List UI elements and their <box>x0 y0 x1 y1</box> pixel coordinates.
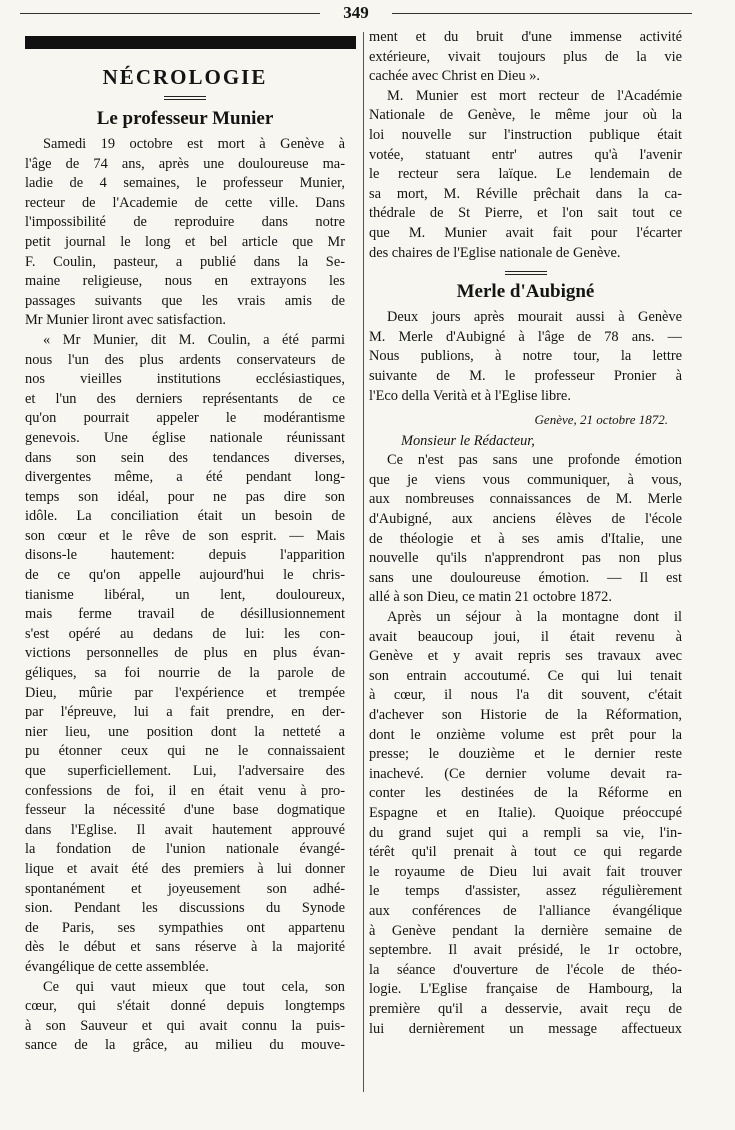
text-line: avait beaucoup joui, il était revenu à <box>369 628 682 645</box>
text-line: de ce qu'on appelle aujourd'hui le chris- <box>25 567 345 584</box>
text-line: nos vieilles institutions ecclésiastiques, <box>25 371 345 388</box>
text-line: suivante de M. le professeur Pronier à <box>369 367 682 384</box>
text-line: aux conférences de l'alliance évangélique <box>369 902 682 919</box>
letter-paragraph-1 <box>369 451 682 608</box>
text-line: F. Coulin, pasteur, a publié dans la Se- <box>25 253 345 270</box>
text-line: lique et avait été des premiers à lui donner <box>25 860 345 877</box>
text-line: divergentes même, a été pendant long- <box>25 469 345 486</box>
text-line: aux nombreuses connaissances de M. Merle <box>369 491 682 508</box>
page-number: 349 <box>343 3 369 22</box>
text-line: Nationale de Genève, le même jour où la <box>369 107 682 124</box>
text-line: recteur de l'Academie de cette ville. Dans <box>25 194 345 211</box>
text-line: thédrale de St Pierre, et l'on sait tout ce <box>369 205 682 222</box>
text-line: géliques, sa foi nourrie de la parole de <box>25 665 345 682</box>
text-line: Nous publions, à notre tour, la lettre <box>369 348 682 365</box>
text-line: que M. Munier avait fait pour l'écarter <box>369 224 682 241</box>
text-line: dont le onzième volume est prêt pour la <box>369 726 682 743</box>
article-title-merle: Merle d'Aubigné <box>456 281 595 303</box>
text-line: Espagne et en Italie). Quoique préoccupé <box>369 804 682 821</box>
text-line: presse; le douzième et le dernier reste <box>369 746 682 763</box>
text-line: Deux jours après mourait aussi à Genève <box>387 309 682 326</box>
text-line: première qu'il a desservie, avait reçu de <box>369 1000 682 1017</box>
text-line: confessions de foi, il en était venu à pro- <box>25 782 345 799</box>
text-line: à son Sauveur et qui avait connu la puis- <box>25 1017 345 1034</box>
text-line: Après un séjour à la montagne dont il <box>387 609 682 626</box>
text-line: tianisme libéral, un lent, douloureux, <box>25 586 345 603</box>
text-line: à cœur, il nous l'a dit souvent, c'était <box>369 687 682 704</box>
text-line: mais ferme travail de désillusionnement <box>25 606 345 623</box>
text-line: loi nouvelle sur l'instruction publique était <box>369 126 682 143</box>
letter-dateline: Genève, 21 octobre 1872. <box>534 412 668 428</box>
page-header <box>20 2 692 24</box>
article-body-munier <box>25 135 345 1056</box>
text-line: d'Aubigné, aux anciens élèves de l'école <box>369 511 682 528</box>
text-line: cœur, qui s'était donné depuis longtemps <box>25 998 345 1015</box>
text-line: et l'un des derniers représentants de ce <box>25 390 345 407</box>
column-top-bar <box>25 36 356 49</box>
paragraph <box>25 978 345 1056</box>
text-line: du grand sujet qui a rempli sa vie, l'in- <box>369 824 682 841</box>
article-paragraph-rector <box>369 87 682 263</box>
text-line: extérieure, vivait toujours plus de la vie <box>369 48 682 65</box>
text-line: inachevé. (Ce dernier volume devait ra- <box>369 765 682 782</box>
text-line: fesseur la nécessité d'une base dogmatique <box>25 802 345 819</box>
text-line: nouvelle qu'ils n'apprendront pas non plus <box>369 550 682 567</box>
text-line: spontanément et joyeusement son adhé- <box>25 880 345 897</box>
text-line: Genève et y avait repris ses travaux avec <box>369 648 682 665</box>
article-title-munier: Le professeur Munier <box>96 108 274 129</box>
paragraph <box>25 135 345 331</box>
text-line: Samedi 19 octobre est mort à Genève à <box>43 136 345 152</box>
right-column <box>369 28 682 1039</box>
header-rule-right <box>392 13 692 14</box>
text-line: temps son idéal, pour ne pas dire son <box>25 488 345 505</box>
text-line: le recteur sera laïque. Le lendemain de <box>369 166 682 183</box>
text-line: logie. L'Eglise française de Hambourg, la <box>369 981 682 998</box>
text-line: son entrain accoutumé. Ce qui lui tenait <box>369 667 682 684</box>
text-line: ladie de 4 semaines, le professeur Munier, <box>25 175 345 192</box>
text-line: par l'épreuve, lui a fait prendre, en der- <box>25 704 345 721</box>
text-line: lui dernièrement un message affectueux <box>369 1020 682 1037</box>
title-separator <box>164 96 206 100</box>
text-line: passages suivants que les vrais amis de <box>25 292 345 309</box>
text-line: genevois. Une église nationale réunissant <box>25 429 345 446</box>
text-line: qu'on pourrait appeler le modérantisme <box>25 410 345 427</box>
text-line: sa mort, M. Réville prêchait dans la ca- <box>369 185 682 202</box>
text-line: dans son sein des tendances diverses, <box>25 449 345 466</box>
text-line: Ce qui vaut mieux que tout cela, son <box>43 978 345 995</box>
text-line: Mr Munier liront avec satisfaction. <box>25 312 227 329</box>
paragraph <box>25 331 345 978</box>
text-line: idôle. La conciliation était un besoin de <box>25 508 345 525</box>
text-line: à Genève pendant la dernière semaine de <box>369 922 682 939</box>
text-line: cachée avec Christ en Dieu ». <box>369 68 541 85</box>
text-line: évangélique de cette assemblée. <box>25 958 209 975</box>
text-line: petit journal le long et bel article que Mr <box>25 233 345 250</box>
text-line: ment et du bruit d'une immense activité <box>369 29 682 45</box>
text-line: le temps d'assister, assez régulièrement <box>369 883 682 900</box>
text-line: allé à son Dieu, ce matin 21 octobre 1872. <box>369 589 612 606</box>
text-line: Ce n'est pas sans une profonde émotion <box>387 452 682 469</box>
text-line: septembre. Il avait présidé, le 1r octobre, <box>369 942 682 959</box>
text-line: votée, statuant entr' autres qu'à l'avenir <box>369 146 682 163</box>
text-line: disons-le hautement: depuis l'apparition <box>25 547 345 564</box>
text-line: nier lieu, une position dont la netteté a <box>25 723 345 740</box>
text-line: pu étonner ceux qui ne le connaissaient <box>25 743 345 760</box>
text-line: de théologie et à ses amis d'Italie, une <box>369 530 682 547</box>
text-line: dans l'Eglise. Il avait hautement approuvé <box>25 821 345 838</box>
text-line: sion. Pendant les discussions du Synode <box>25 900 345 917</box>
text-line: l'Eco della Verità et à l'Eglise libre. <box>369 387 571 404</box>
letter-paragraph-2 <box>369 608 682 1039</box>
text-line: « Mr Munier, dit M. Coulin, a été parmi <box>43 331 345 348</box>
header-rule-left <box>20 13 320 14</box>
text-line: térêt qu'il prenait à tout ce qui regarde <box>369 844 682 861</box>
text-line: de Paris, ses sympathies ont appartenu <box>25 919 345 936</box>
text-line: le royaume de Dieu lui avait fait trouver <box>369 863 682 880</box>
text-line: M. Munier est mort recteur de l'Académie <box>387 87 682 104</box>
text-line: que je viens vous communiquer, à vous, <box>369 471 682 488</box>
text-line: que superficiellement. Lui, l'adversaire des <box>25 763 345 779</box>
text-line: son cœur et le rêve de son esprit. — Mais <box>25 527 345 544</box>
text-line: Dieu, mûrie par l'expérience et trempée <box>25 684 345 701</box>
text-line: la séance d'ouverture de l'école de théo- <box>369 961 682 978</box>
text-line: d'achever son Historie de la Réformation, <box>369 707 682 723</box>
text-line: dès le début et sans réserve à la majorité <box>25 939 345 956</box>
text-line: nous l'un des plus ardents conservateurs de <box>25 351 345 368</box>
text-line: des chaires de l'Eglise nationale de Genève. <box>369 244 621 261</box>
section-title: NÉCROLOGIE <box>102 65 268 89</box>
text-line: sance de la grâce, au milieu du mouve- <box>25 1037 345 1054</box>
text-line: l'âge de 74 ans, après une douloureuse ma- <box>25 155 345 172</box>
text-line: s'est opéré au dedans de lui: les con- <box>25 625 345 642</box>
text-line: la fondation de l'union nationale évangé- <box>25 841 345 858</box>
text-line: maine religieuse, nous en extrayons les <box>25 273 345 290</box>
text-line: M. Merle d'Aubigné à l'âge de 78 ans. — <box>369 328 682 345</box>
letter-salutation: Monsieur le Rédacteur, <box>401 432 535 449</box>
article-continuation <box>369 28 682 87</box>
column-divider <box>363 32 364 1092</box>
text-line: victions personnelles de plus en plus évan- <box>25 645 345 662</box>
text-line: l'impossibilité de reproduire dans notre <box>25 214 345 231</box>
article-intro-merle <box>369 308 682 406</box>
left-column <box>25 60 345 1056</box>
article-separator <box>505 271 547 275</box>
text-line: conter les destinées de la Réforme en <box>369 785 682 802</box>
text-line: sans une douloureuse émotion. — Il est <box>369 569 682 586</box>
